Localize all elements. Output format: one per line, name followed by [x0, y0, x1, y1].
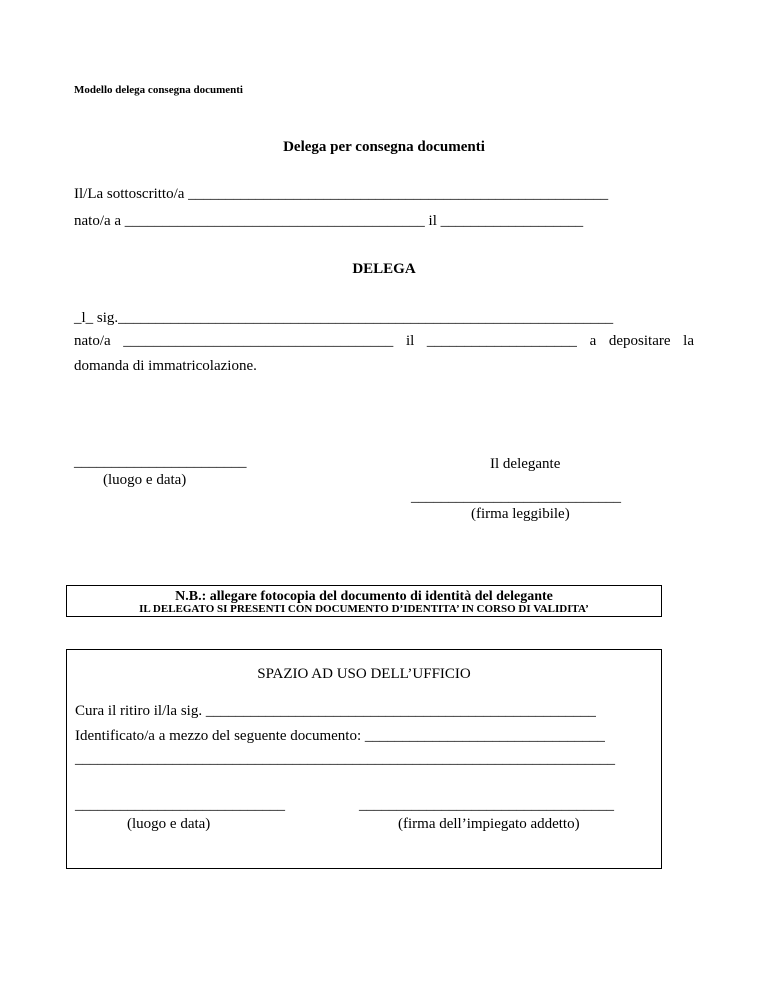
nb-validity-note: IL DELEGATO SI PRESENTI CON DOCUMENTO D’IDENTITA’ IN CORSO DI VALIDITA’ — [139, 603, 589, 615]
delegate-continuation: domanda di immatricolazione. — [74, 358, 257, 374]
pickup-line: Cura il ritiro il/la sig. ____________________________________________________ — [75, 703, 596, 719]
depositare-word: depositare — [608, 333, 671, 349]
signature-line: ____________________________ — [411, 489, 621, 505]
delegator-born-line: nato/a a ________________________________________ il ___________________ — [74, 213, 584, 229]
office-box — [66, 649, 662, 869]
office-place-date-line: ____________________________ — [75, 797, 285, 813]
office-blank-line: ________________________________________________________________________ — [75, 751, 615, 767]
born-place-blank: ____________________________________ — [123, 333, 394, 349]
signature-label: (firma leggibile) — [471, 506, 570, 522]
delegate-sig-line: _l_ sig.__________________________________________________________________ — [74, 310, 614, 326]
born-word: nato/a — [74, 333, 111, 349]
clerk-signature-line: __________________________________ — [359, 797, 614, 813]
a-word: a — [589, 333, 597, 349]
nb-box — [66, 585, 662, 617]
undersigned-line: Il/La sottoscritto/a ________________________________________________________ — [74, 186, 609, 202]
nb-note: N.B.: allegare fotocopia del documento di identità del delegante — [175, 589, 553, 604]
identified-line: Identificato/a a mezzo del seguente documento: ________________________________ — [75, 728, 605, 744]
model-label: Modello delega consegna documenti — [74, 84, 243, 96]
office-place-date-label: (luogo e data) — [127, 816, 211, 832]
delega-heading: DELEGA — [352, 261, 416, 277]
office-title: SPAZIO AD USO DELL’UFFICIO — [257, 666, 471, 682]
la-word: la — [683, 333, 694, 349]
place-date-line: _______________________ — [74, 454, 247, 470]
document-title: Delega per consegna documenti — [283, 139, 485, 155]
il-word: il — [405, 333, 415, 349]
delegate-born-line — [74, 333, 694, 350]
place-date-label: (luogo e data) — [103, 472, 187, 488]
clerk-signature-label: (firma dell’impiegato addetto) — [398, 816, 580, 832]
born-date-blank: ____________________ — [426, 333, 577, 349]
delegante-label: Il delegante — [490, 456, 561, 472]
